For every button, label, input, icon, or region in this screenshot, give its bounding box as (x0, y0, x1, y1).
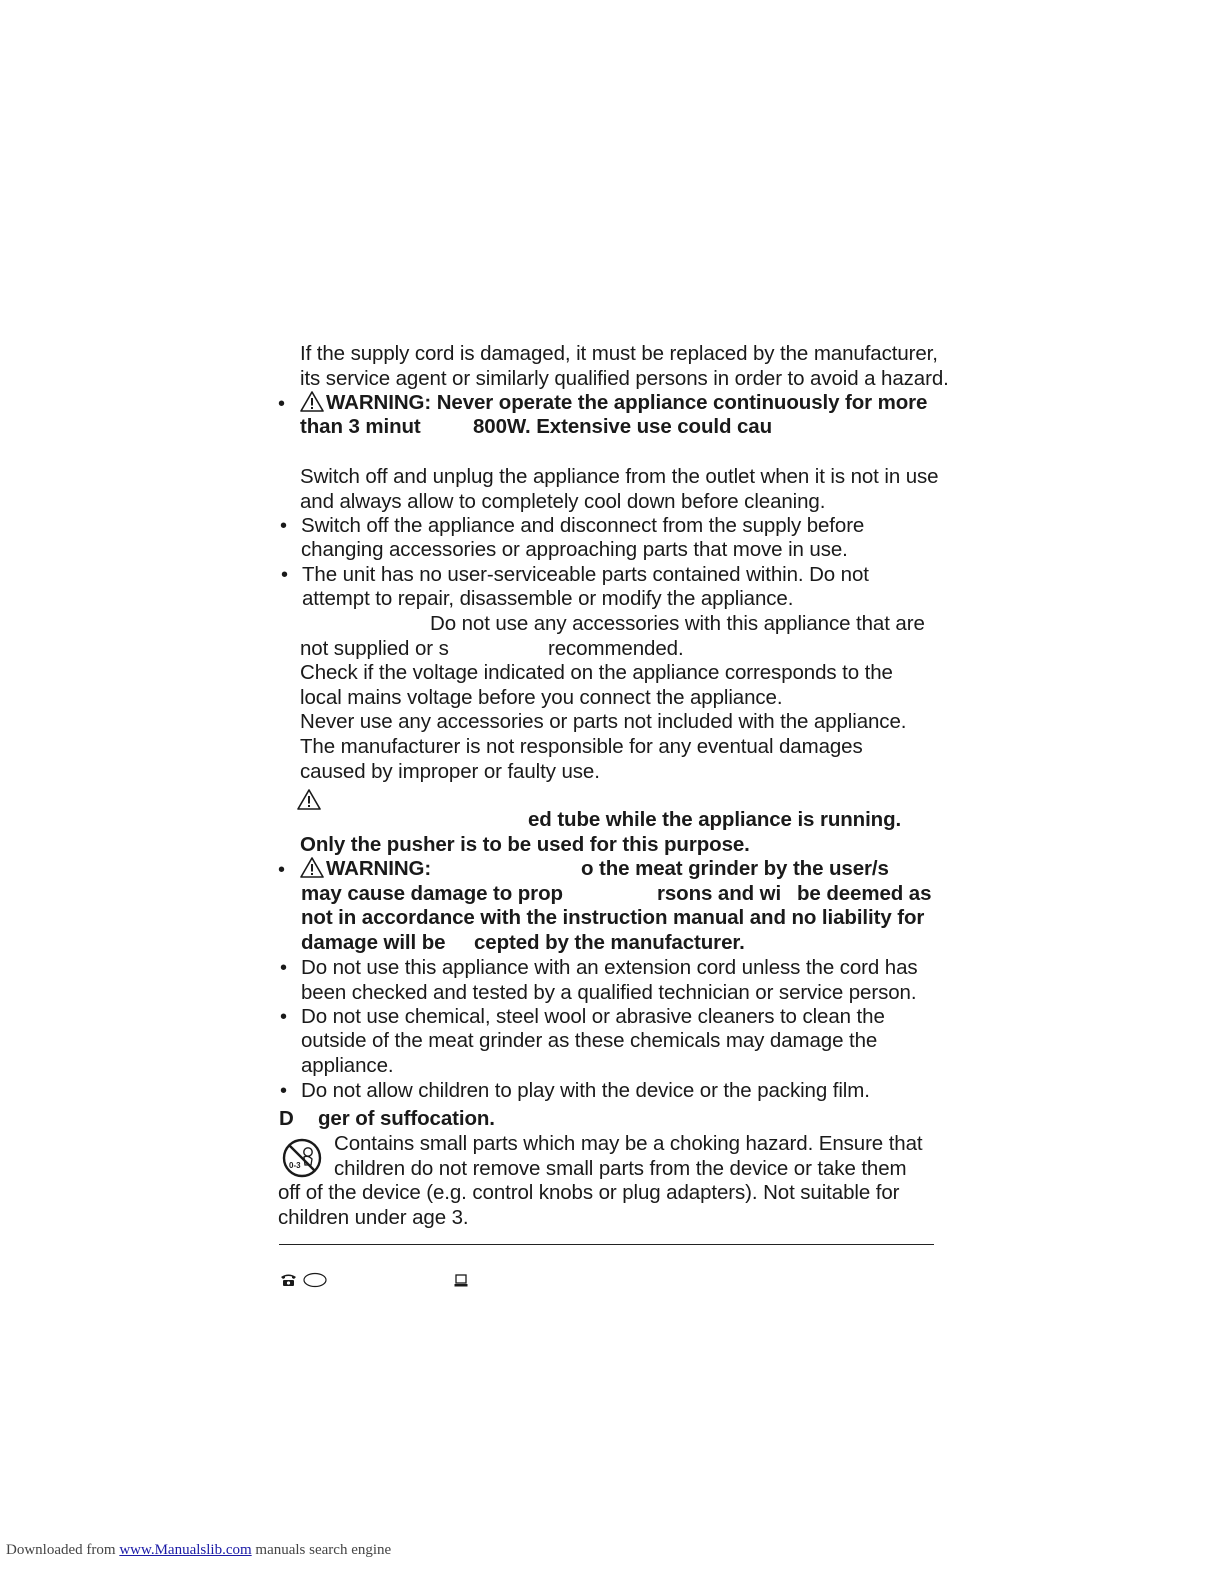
text-line: local mains voltage before you connect the appliance. (300, 686, 783, 709)
text-line: Do not use chemical, steel wool or abrasive cleaners to clean the (301, 1005, 885, 1028)
manualslib-link[interactable]: www.Manualslib.com (119, 1542, 252, 1558)
bullet: • (281, 564, 289, 586)
text-line: changing accessories or approaching parts that move in use. (301, 538, 848, 561)
warning-line-fragment: damage will be (301, 931, 446, 954)
text-line: If the supply cord is damaged, it must be replaced by the manufacturer, (300, 342, 938, 365)
text-line: caused by improper or faulty use. (300, 760, 600, 783)
warning-line: not in accordance with the instruction manual and no liability for (301, 906, 925, 929)
warning-line (300, 857, 431, 881)
warning-text: WARNING: Never operate the appliance continuously for more (326, 391, 928, 414)
text-line: off of the device (e.g. control knobs or plug adapters). Not suitable for (278, 1181, 900, 1204)
heading-fragment: ger of suffocation. (318, 1107, 495, 1130)
text-line: its service agent or similarly qualified persons in order to avoid a hazard. (300, 367, 949, 390)
warning-line-fragment: o the meat grinder by the user/s (581, 857, 889, 880)
text-line: Switch off the appliance and disconnect from the supply before (301, 514, 865, 537)
text-line-fragment: not supplied or s (300, 637, 449, 660)
bullet: • (280, 1006, 288, 1028)
warning-triangle-icon (297, 789, 321, 810)
text-line: children do not remove small parts from the device or take them (334, 1157, 907, 1180)
text-line: Contains small parts which may be a choking hazard. Ensure that (334, 1132, 923, 1155)
warning-triangle-icon (300, 857, 324, 878)
text-line: and always allow to completely cool down before cleaning. (300, 490, 826, 513)
text-line: Do not allow children to play with the device or the packing film. (301, 1079, 870, 1102)
text-line: children under age 3. (278, 1206, 469, 1229)
horizontal-rule (279, 1244, 934, 1245)
text-line: been checked and tested by a qualified technician or service person. (301, 981, 917, 1004)
warning-triangle-icon (300, 391, 324, 412)
text-line: The manufacturer is not responsible for any eventual damages (300, 735, 863, 758)
text-line-fragment: Do not use any accessories with this appliance that are (430, 612, 925, 635)
bullet: • (280, 957, 288, 979)
age-label: 0-3 (289, 1161, 301, 1170)
text-line: appliance. (301, 1054, 394, 1077)
no-children-0-3-icon (282, 1138, 322, 1178)
globe-oval-icon (303, 1272, 327, 1288)
footer-suffix: manuals search engine (255, 1542, 392, 1558)
computer-icon (454, 1274, 468, 1287)
bullet: • (280, 515, 288, 537)
footer (6, 1541, 391, 1559)
text-line: Check if the voltage indicated on the appliance corresponds to the (300, 661, 893, 684)
warning-line (300, 391, 927, 415)
warning-line-fragment: than 3 minut (300, 415, 421, 438)
bullet: • (278, 393, 286, 415)
text-line: Do not use this appliance with an extension cord unless the cord has (301, 956, 918, 979)
phone-icon (280, 1273, 297, 1287)
text-line: Never use any accessories or parts not included with the appliance. (300, 710, 907, 733)
warning-line-fragment: cepted by the manufacturer. (474, 931, 745, 954)
text-line: Switch off and unplug the appliance from the outlet when it is not in use (300, 465, 939, 488)
warning-line-fragment: may cause damage to prop (301, 882, 563, 905)
footer-prefix: Downloaded from (6, 1542, 116, 1558)
bullet: • (280, 1080, 288, 1102)
warning-line-fragment: ed tube while the appliance is running. (528, 808, 902, 831)
text-line: outside of the meat grinder as these chemicals may damage the (301, 1029, 878, 1052)
bullet: • (278, 859, 286, 881)
warning-line: Only the pusher is to be used for this purpose. (300, 833, 750, 856)
warning-text: WARNING: (326, 857, 432, 880)
text-line: attempt to repair, disassemble or modify the appliance. (302, 587, 794, 610)
text-line-fragment: recommended. (548, 637, 684, 660)
text-line: The unit has no user-serviceable parts contained within. Do not (302, 563, 869, 586)
warning-line-fragment: be deemed as (797, 882, 932, 905)
heading-fragment: D (279, 1107, 294, 1130)
warning-line-fragment: 800W. Extensive use could cau (473, 415, 773, 438)
warning-line-fragment: rsons and wi (657, 882, 782, 905)
